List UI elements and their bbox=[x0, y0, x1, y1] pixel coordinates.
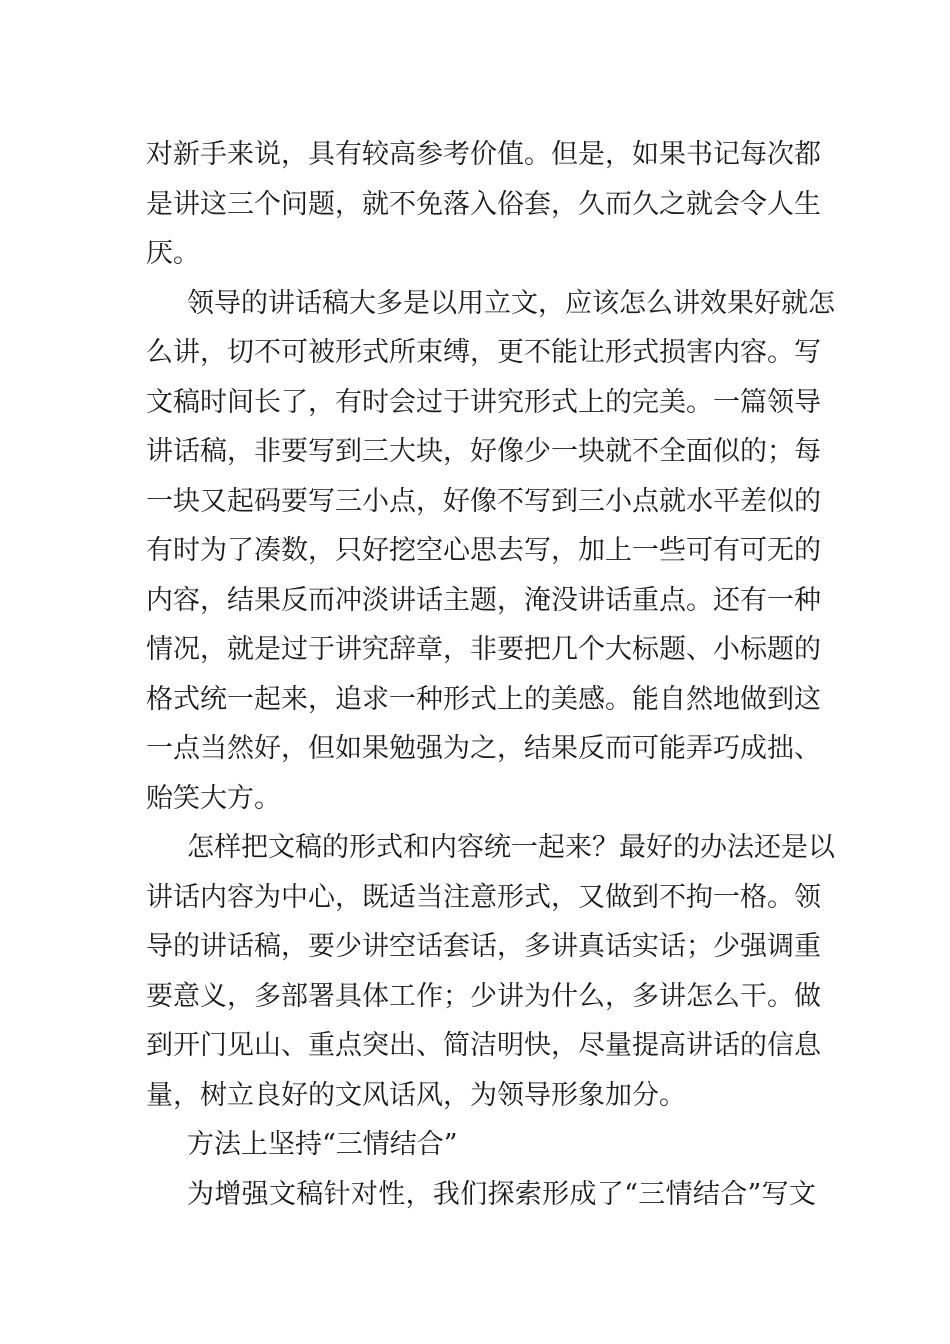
heading-line: 方法上坚持“三情结合” bbox=[187, 1129, 458, 1160]
text-line: 领导的讲话稿大多是以用立文，应该怎么讲效果好就怎 bbox=[187, 287, 835, 319]
text-line: 情况，就是过于讲究辞章，非要把几个大标题、小标题的 bbox=[146, 634, 821, 665]
text-line: 导的讲话稿，要少讲空话套话，多讲真话实话；少强调重 bbox=[146, 931, 821, 962]
text-line: 对新手来说，具有较高参考价值。但是，如果书记每次都 bbox=[146, 139, 821, 170]
text-line: 贻笑大方。 bbox=[146, 782, 281, 814]
text-line: 到开门见山、重点突出、简洁明快，尽量提高讲话的信息 bbox=[146, 1030, 821, 1061]
text-line: 有时为了凑数，只好挖空心思去写，加上一些可有可无的 bbox=[146, 535, 821, 566]
text-line: 为增强文稿针对性，我们探索形成了“三情结合”写文 bbox=[187, 1178, 816, 1210]
text-line: 文稿时间长了，有时会过于讲究形式上的完美。一篇领导 bbox=[146, 386, 821, 418]
paragraph-4 bbox=[146, 1170, 816, 1220]
paragraph-1 bbox=[146, 130, 821, 279]
paragraph-3 bbox=[146, 823, 835, 1120]
paragraph-2 bbox=[146, 279, 835, 824]
text-line: 内容，结果反而冲淡讲话主题，淹没讲话重点。还有一种 bbox=[146, 584, 821, 616]
section-heading bbox=[146, 1120, 816, 1170]
text-line: 厌。 bbox=[146, 238, 200, 269]
text-line: 么讲，切不可被形式所束缚，更不能让形式损害内容。写 bbox=[146, 337, 821, 368]
text-line: 一点当然好，但如果勉强为之，结果反而可能弄巧成拙、 bbox=[146, 733, 821, 764]
text-line: 讲话内容为中心，既适当注意形式，又做到不拘一格。领 bbox=[146, 881, 821, 913]
document-body bbox=[146, 130, 835, 1219]
text-line: 一块又起码要写三小点，好像不写到三小点就水平差似的 bbox=[146, 485, 821, 517]
text-line: 是讲这三个问题，就不免落入俗套，久而久之就会令人生 bbox=[146, 188, 821, 220]
text-line: 量，树立良好的文风话风，为领导形象加分。 bbox=[146, 1079, 686, 1111]
text-line: 讲话稿，非要写到三大块，好像少一块就不全面似的；每 bbox=[146, 436, 821, 467]
text-line: 怎样把文稿的形式和内容统一起来？最好的办法还是以 bbox=[187, 832, 835, 863]
text-line: 要意义，多部署具体工作；少讲为什么，多讲怎么干。做 bbox=[146, 980, 821, 1012]
text-line: 格式统一起来，追求一种形式上的美感。能自然地做到这 bbox=[146, 683, 821, 715]
